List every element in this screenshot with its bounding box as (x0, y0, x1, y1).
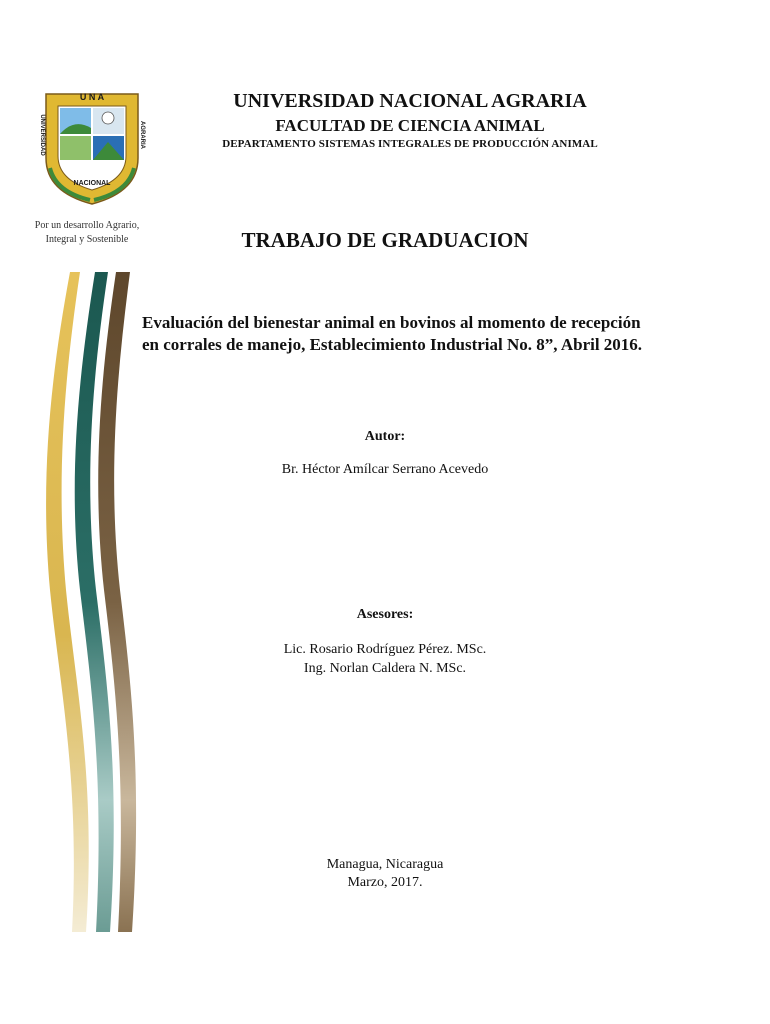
thesis-title-line-2: en corrales de manejo, Establecimiento Industrial No. 8”, Abril 2016. (142, 335, 643, 354)
author-name: Br. Héctor Amílcar Serrano Acevedo (281, 462, 489, 477)
place: Managua, Nicaragua (326, 857, 444, 872)
document-type-title: TRABAJO DE GRADUACION (241, 228, 529, 252)
advisors-label: Asesores: (356, 607, 414, 622)
decorative-ribbons (0, 260, 160, 940)
department-name: DEPARTAMENTO SISTEMAS INTEGRALES DE PRODUCCIÓN ANIMAL (222, 138, 598, 150)
logo-right-text: AGRARIA (139, 121, 145, 149)
advisor-name: Lic. Rosario Rodríguez Pérez. MSc. (283, 642, 487, 657)
motto-line-2: Integral y Sostenible (45, 234, 129, 245)
faculty-name: FACULTAD DE CIENCIA ANIMAL (275, 116, 545, 135)
author-label: Autor: (364, 429, 406, 444)
advisor-name: Ing. Norlan Caldera N. MSc. (303, 661, 467, 676)
thesis-title (142, 312, 682, 356)
date: Marzo, 2017. (347, 875, 423, 890)
logo-top-text: U N A (79, 92, 105, 102)
motto-line-1: Por un desarrollo Agrario, (34, 220, 140, 231)
university-motto (22, 219, 152, 247)
university-logo (36, 88, 148, 208)
university-name: UNIVERSIDAD NACIONAL AGRARIA (233, 90, 587, 112)
logo-left-text: UNIVERSIDAD (39, 114, 45, 156)
logo-bottom-text: NACIONAL (73, 180, 111, 187)
thesis-title-line-1: Evaluación del bienestar animal en bovinos al momento de recepción (142, 313, 641, 332)
